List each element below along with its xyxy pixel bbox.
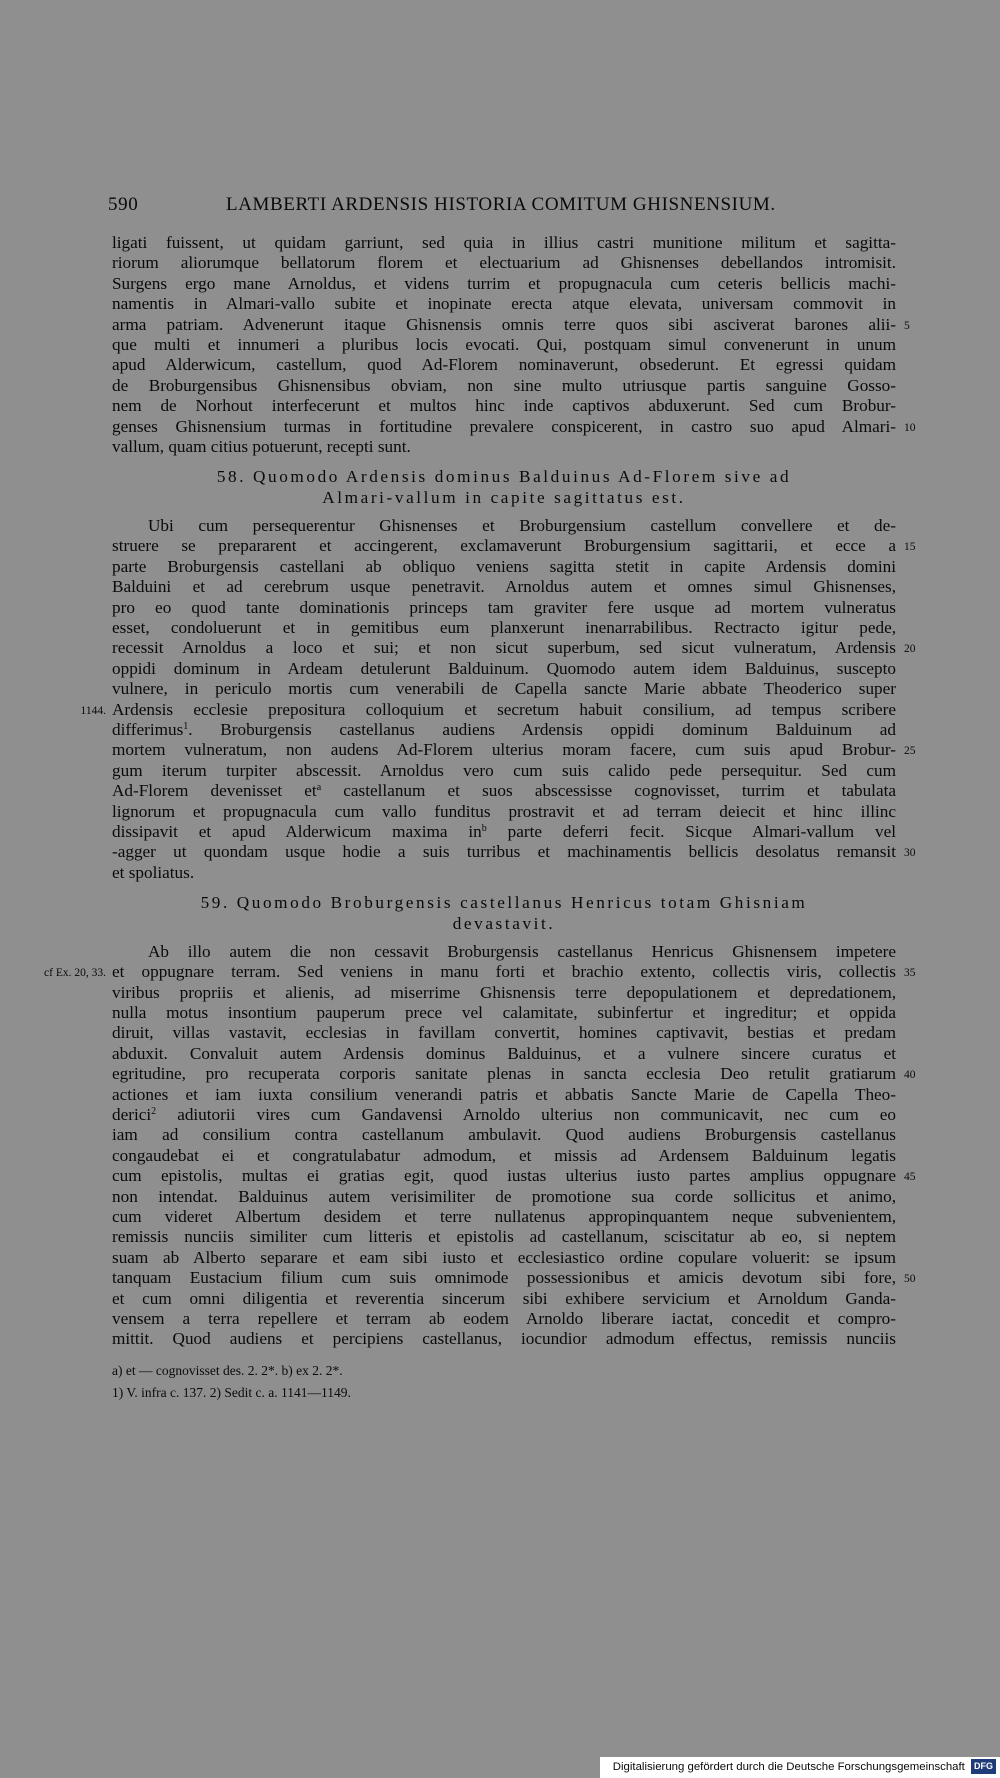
line-text: congaudebat ei et congratulabatur admodum, et missis ad Ardensem Balduinum legatis — [112, 1145, 896, 1165]
line-text: Ardensis ecclesie prepositura colloquium et secretum habuit consilium, ad tempus scribere — [112, 699, 896, 719]
line-text: nem de Norhout interfecerunt et multos hinc inde captivos abduxerunt. Sed cum Brobur- — [112, 396, 896, 416]
text-line — [112, 355, 896, 375]
line-text: tanquam Eustacium filium cum suis omnimode possessionibus et amicis devotum sibi fore, — [112, 1268, 896, 1288]
line-text: cum videret Albertum desidem et terre nullatenus appropinquantem neque subvenientem, — [112, 1206, 896, 1226]
line-text: struere se prepararent et accingerent, exclamaverunt Broburgensium sagittarii, et ecce a — [112, 536, 896, 556]
paragraph-continuation — [112, 233, 916, 457]
text-line — [112, 233, 896, 253]
line-text: dissipavit et apud Alderwicum maxima in — [112, 821, 482, 841]
line-text: Surgens ergo mane Arnoldus, et videns turrim et propugnacula cum ceteris bellicis machi- — [112, 273, 896, 293]
text-line — [112, 314, 910, 335]
text-line — [80, 699, 896, 720]
text-line — [112, 335, 896, 355]
line-text: apud Alderwicum, castellum, quod Ad-Florem nominaverunt, obsederunt. Et egressi quidam — [112, 355, 896, 375]
banner-text: Digitalisierung gefördert durch die Deutsche Forschungsgemeinschaft — [612, 1761, 965, 1773]
line-text: arma patriam. Advenerunt itaque Ghisnensis omnis terre quos sibi asciverat barones alii- — [112, 314, 896, 334]
text-line — [112, 1125, 896, 1145]
text-line — [112, 577, 896, 597]
line-number: 25 — [904, 745, 916, 758]
line-text: recessit Arnoldus a loco et sui; et non sicut superbum, sed sicut vulneratum, Ardensis — [112, 638, 896, 658]
footnotes — [112, 1360, 896, 1404]
text-line — [112, 659, 896, 679]
text-line — [112, 802, 896, 822]
line-text: et oppugnare terram. Sed veniens in manu forti et brachio extento, collectis viris, collectis — [112, 962, 896, 982]
text-line — [112, 1044, 896, 1064]
footnote-marker: 1 — [183, 720, 189, 732]
line-text: diruit, villas vastavit, ecclesias in favillam convertit, homines captivavit, bestias et predam — [112, 1023, 896, 1043]
text-line — [112, 376, 896, 396]
line-number: 10 — [904, 421, 916, 434]
chapter-59-text — [44, 941, 916, 1350]
margin-note: cf Ex. 20, 33. — [44, 967, 106, 980]
line-text-rest: parte deferri fecit. Sicque Almari-vallum vel — [486, 821, 896, 841]
text-line — [112, 618, 896, 638]
line-text: egritudine, pro recuperata corporis sanitate plenas in sancta ecclesia Deo retulit gratiarum — [112, 1064, 896, 1084]
text-line — [112, 1105, 896, 1125]
line-text: Ad-Florem devenisset et — [112, 781, 317, 801]
line-text: suam ab Alberto separare et eam sibi iusto et ecclesiastico ordine copulare voluerit: se ipsum — [112, 1247, 896, 1267]
line-text: oppidi dominum in Ardeam detulerunt Balduinum. Quomodo autem idem Balduinus, suscepto — [112, 658, 896, 678]
text-line — [112, 983, 896, 1003]
text-line — [112, 1289, 896, 1309]
line-number: 40 — [904, 1069, 916, 1082]
line-text: -agger ut quondam usque hodie a suis turribus et machinamentis bellicis desolatus remansit — [112, 842, 896, 862]
text-line — [112, 1166, 916, 1186]
line-text-rest: adiutorii vires cum Gandavensi Arnoldo ulterius non communicavit, nec cum eo — [156, 1105, 896, 1125]
line-text: namentis in Almari-vallo subite et inopinate erecta atque elevata, universam commovit in — [112, 294, 896, 314]
line-number: 45 — [904, 1171, 916, 1184]
line-text: riorum aliorumque bellatorum florem et electuarium ad Ghisnenses debellandos intromisit. — [112, 253, 896, 273]
chapter-heading-58-cont: Almari-vallum in capite sagittatus est. — [322, 487, 686, 507]
line-text: mortem vulneratum, non audens Ad-Florem ulterius moram facere, cum suis apud Brobur- — [112, 740, 896, 760]
line-text: gum iterum turpiter abscessit. Arnoldus vero cum suis calido pede persequitur. Sed cum — [112, 760, 896, 780]
text-line — [112, 1248, 896, 1268]
chapter-58-text — [80, 516, 916, 883]
chapter-heading-59: 59. Quomodo Broburgensis castellanus Henricus totam Ghisniam — [200, 893, 808, 913]
line-number: 20 — [904, 643, 916, 656]
footnote-marker: a — [316, 782, 322, 794]
line-text: esset, condoluerunt et in gemitibus eum planxerunt inenarrabilibus. Rectracto igitur pede, — [112, 618, 896, 638]
line-text: de Broburgensibus Ghisnensibus obviam, non sine multo utriusque partis sanguine Gosso- — [112, 375, 896, 395]
text-line — [112, 679, 896, 699]
line-text: cum epistolis, multas ei gratias egit, quod iustas ulterius iusto partes amplius oppugnare — [112, 1166, 896, 1186]
line-text: pro eo quod tante dominationis princeps tam graviter fere usque ad mortem vulneratus — [112, 597, 896, 617]
main-text — [44, 233, 916, 1404]
line-text: iam ad consilium contra castellanum ambulavit. Quod audiens Broburgensis castellanus — [112, 1125, 896, 1145]
line-text: et cum omni diligentia et reverentia sincerum sibi exhibere servicium et Arnoldum Ganda- — [112, 1288, 896, 1308]
text-line — [112, 1003, 896, 1023]
line-text: vulnere, in periculo mortis cum venerabili de Capella sancte Marie abbate Theoderico super — [112, 679, 896, 699]
page-header — [108, 194, 888, 220]
page-number: 590 — [108, 194, 139, 215]
line-text: vensem a terra repellere et terram ab eodem Arnoldo liberare iactat, concedit et compro- — [112, 1308, 896, 1328]
text-line — [112, 1146, 896, 1166]
running-title: LAMBERTI ARDENSIS HISTORIA COMITUM GHISNENSIUM. — [226, 194, 776, 215]
line-text: differimus — [112, 719, 184, 739]
text-line — [112, 740, 916, 760]
text-line — [112, 1227, 896, 1247]
line-text: viribus propriis et alienis, ad miserrime Ghisnensis terre depopulationem et depredationem, — [112, 982, 896, 1002]
footnote-marker: b — [481, 822, 487, 834]
text-line — [112, 253, 896, 273]
text-line — [112, 598, 896, 618]
text-line — [112, 557, 896, 577]
text-line — [44, 962, 916, 982]
line-text: lignorum et propugnacula cum vallo funditus prostravit et ad terram deiecit et hinc illinc — [112, 801, 896, 821]
text-line — [112, 781, 896, 801]
text-line — [112, 516, 896, 536]
chapter-heading-59-cont: devastavit. — [452, 913, 556, 933]
text-line — [112, 942, 896, 962]
text-line — [112, 437, 896, 457]
dfg-logo-icon: DFG — [971, 1759, 996, 1774]
line-text: et spoliatus. — [112, 862, 195, 882]
text-line — [112, 1187, 896, 1207]
line-text: abduxit. Convaluit autem Ardensis dominus Balduinus, et a vulnere sincere curatus et — [112, 1043, 896, 1063]
line-text: parte Broburgensis castellani ab obliquo veniens sagitta stetit in capite Ardensis domini — [112, 556, 896, 576]
critical-apparatus: a) et — cognovisset des. 2. 2*. b) ex 2. 2*. — [112, 1362, 343, 1378]
text-line — [112, 761, 896, 781]
line-number: 5 — [904, 319, 910, 332]
line-text: Ab illo autem die non cessavit Broburgensis castellanus Henricus Ghisnensem impetere — [148, 941, 896, 961]
line-text: que multi et innumeri a pluribus locis evocati. Qui, postquam simul convenerunt in unum — [112, 334, 896, 354]
text-line — [112, 1085, 896, 1105]
line-text: vallum, quam citius potuerunt, recepti sunt. — [112, 436, 411, 456]
footnote-marker: 2 — [151, 1106, 157, 1118]
text-line — [112, 863, 896, 883]
chapter-heading-58: 58. Quomodo Ardensis dominus Balduinus Ad-Florem sive ad — [216, 467, 792, 487]
text-line — [112, 720, 896, 740]
digitization-banner[interactable] — [600, 1757, 1000, 1778]
line-text: genses Ghisnensium turmas in fortitudine prevalere conspicerent, in castro suo apud Almari- — [112, 416, 896, 436]
line-number: 35 — [904, 967, 916, 980]
text-line — [112, 416, 916, 437]
text-line — [112, 396, 896, 416]
line-number: 30 — [904, 847, 916, 860]
text-line — [112, 1329, 896, 1349]
line-text: nulla motus insontium pauperum prece vel calamitate, subinfertur et ingreditur; et oppida — [112, 1003, 896, 1023]
line-text: mittit. Quod audiens et percipiens castellanus, iocundior admodum effectus, remissis nunciis — [112, 1329, 896, 1349]
text-line — [112, 1207, 896, 1227]
text-line — [112, 536, 916, 556]
text-line — [112, 1268, 916, 1288]
line-number: 15 — [904, 541, 916, 554]
text-line — [112, 274, 896, 294]
margin-note: 1144. — [80, 704, 106, 717]
text-line — [112, 294, 896, 314]
text-line — [112, 638, 916, 658]
line-text: derici — [112, 1105, 152, 1125]
line-text: actiones et iam iuxta consilium venerandi patris et abbatis Sancte Marie de Capella Theo- — [112, 1084, 896, 1104]
text-line — [112, 822, 896, 842]
line-text-rest: . Broburgensis castellanus audiens Ardensis oppidi dominum Balduinum ad — [188, 719, 896, 739]
text-line — [112, 1064, 916, 1084]
line-text: remissis nunciis similiter cum litteris et epistolis ad castellanum, sciscitatur ab eo, si neptem — [112, 1227, 896, 1247]
line-text-rest: castellanum et suos abscessisse cognovisset, turrim et tabulata — [321, 781, 896, 801]
text-line — [112, 1023, 896, 1043]
line-text: ligati fuissent, ut quidam garriunt, sed quia in illius castri munitione militum et sagitta- — [112, 233, 896, 252]
explanatory-notes: 1) V. infra c. 137. 2) Sedit c. a. 1141—1149. — [112, 1384, 351, 1400]
line-number: 50 — [904, 1273, 916, 1286]
line-text: Ubi cum persequerentur Ghisnenses et Broburgensium castellum convellere et de- — [148, 516, 896, 536]
text-line — [112, 1309, 896, 1329]
line-text: Balduini et ad cerebrum usque penetravit. Arnoldus autem et omnes simul Ghisnenses, — [112, 577, 896, 597]
line-text: non intendat. Balduinus autem verisimiliter de promotione sua corde sollicitus et animo, — [112, 1186, 896, 1206]
text-line — [112, 842, 916, 862]
